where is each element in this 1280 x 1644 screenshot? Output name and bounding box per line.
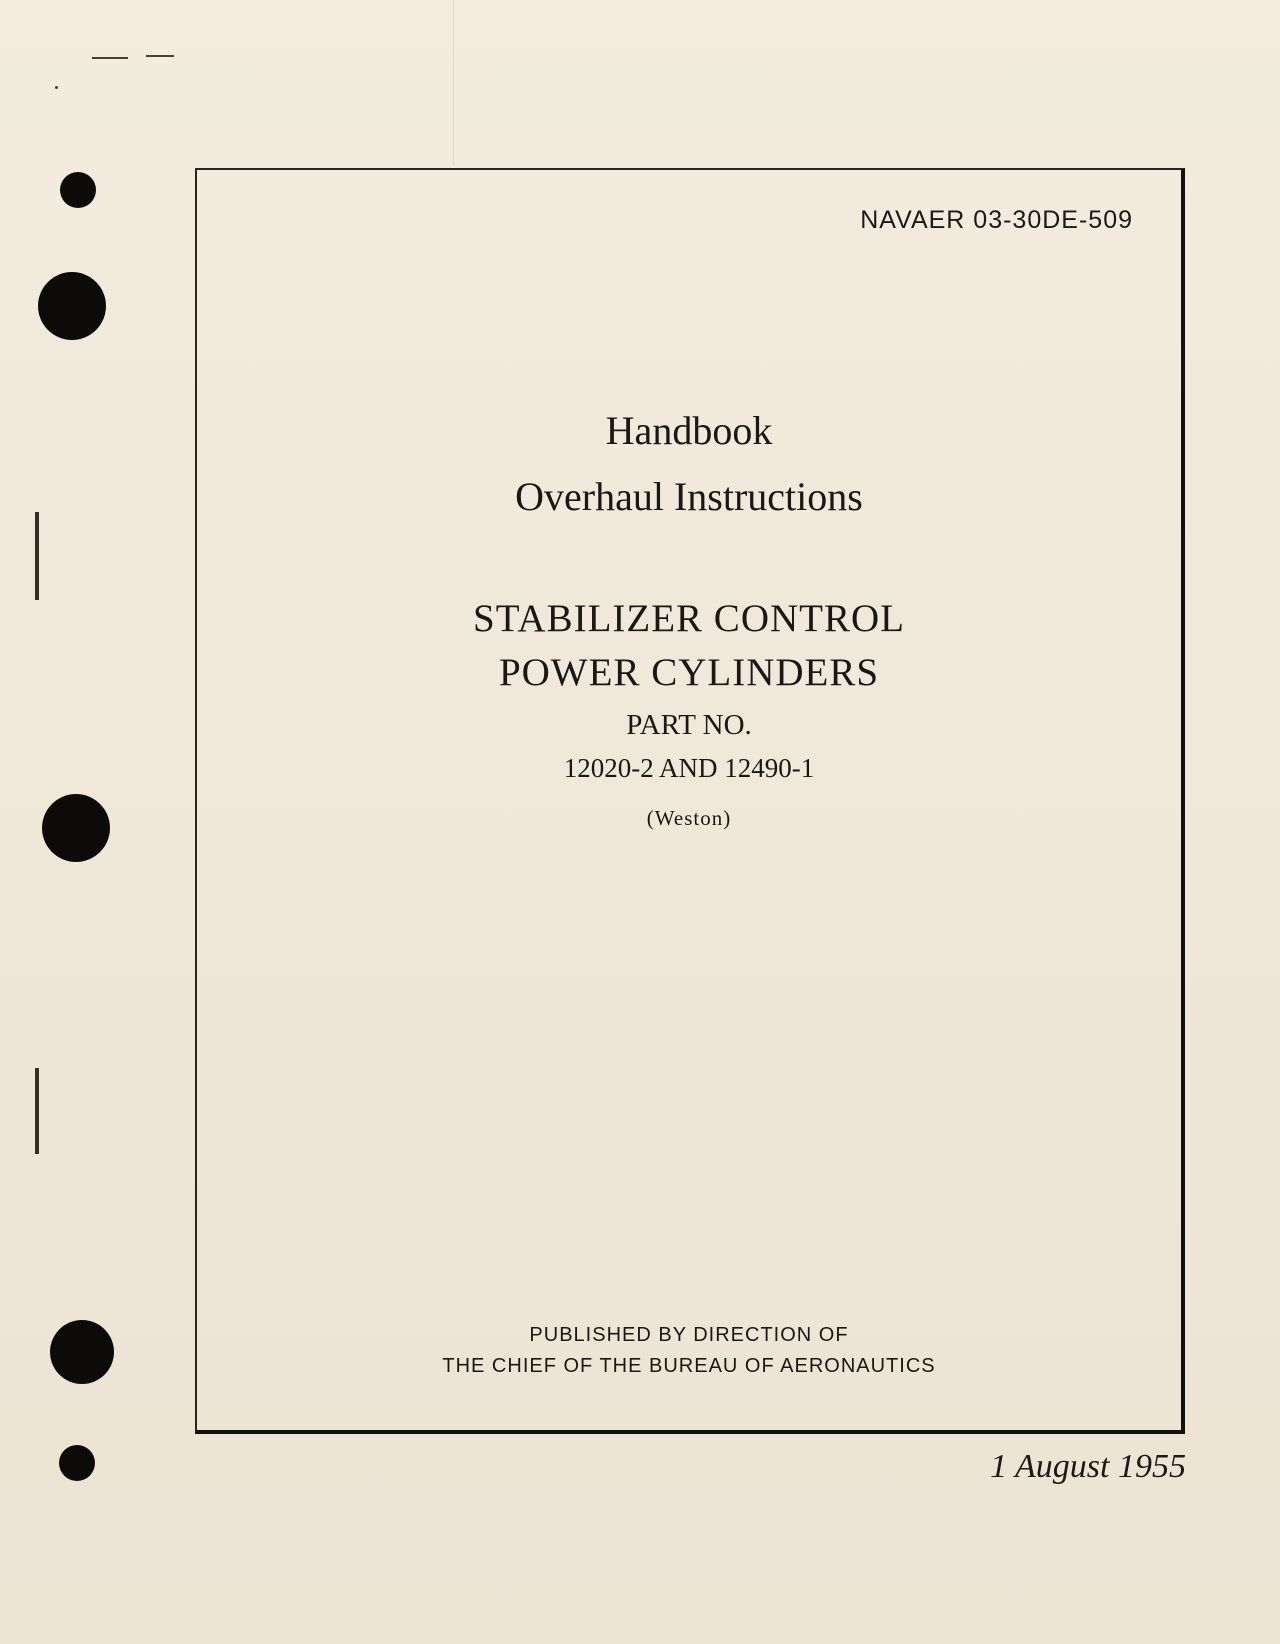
binder-slot-mark [35,512,39,600]
fold-crease [453,0,454,165]
subject-line-stabilizer: STABILIZER CONTROL [473,597,905,640]
publisher-line-2: THE CHIEF OF THE BUREAU OF AERONAUTICS [442,1355,936,1377]
punch-hole-icon [60,172,96,208]
manufacturer-name: (Weston) [646,806,732,830]
scratch-mark [92,57,128,59]
punch-hole-icon [42,794,110,862]
part-numbers: 12020-2 AND 12490-1 [563,753,815,783]
punch-hole-icon [50,1320,114,1384]
publisher-statement [197,1320,1181,1382]
punch-hole-icon [59,1445,95,1481]
subject-line-cylinders: POWER CYLINDERS [498,651,880,694]
binder-slot-mark [35,1068,39,1154]
publisher-line-1: PUBLISHED BY DIRECTION OF [529,1324,849,1346]
part-number-label: PART NO. [626,709,752,741]
cover-border-frame [195,168,1185,1434]
document-number: NAVAER 03-30DE-509 [860,206,1133,234]
handbook-title [197,398,1181,530]
punch-hole-icon [38,272,106,340]
heading-line-overhaul: Overhaul Instructions [515,474,863,519]
publication-date: 1 August 1955 [990,1448,1186,1485]
scratch-mark [146,55,174,57]
subject-title [197,592,1181,700]
heading-line-handbook: Handbook [605,408,773,453]
scratch-mark [55,86,58,89]
